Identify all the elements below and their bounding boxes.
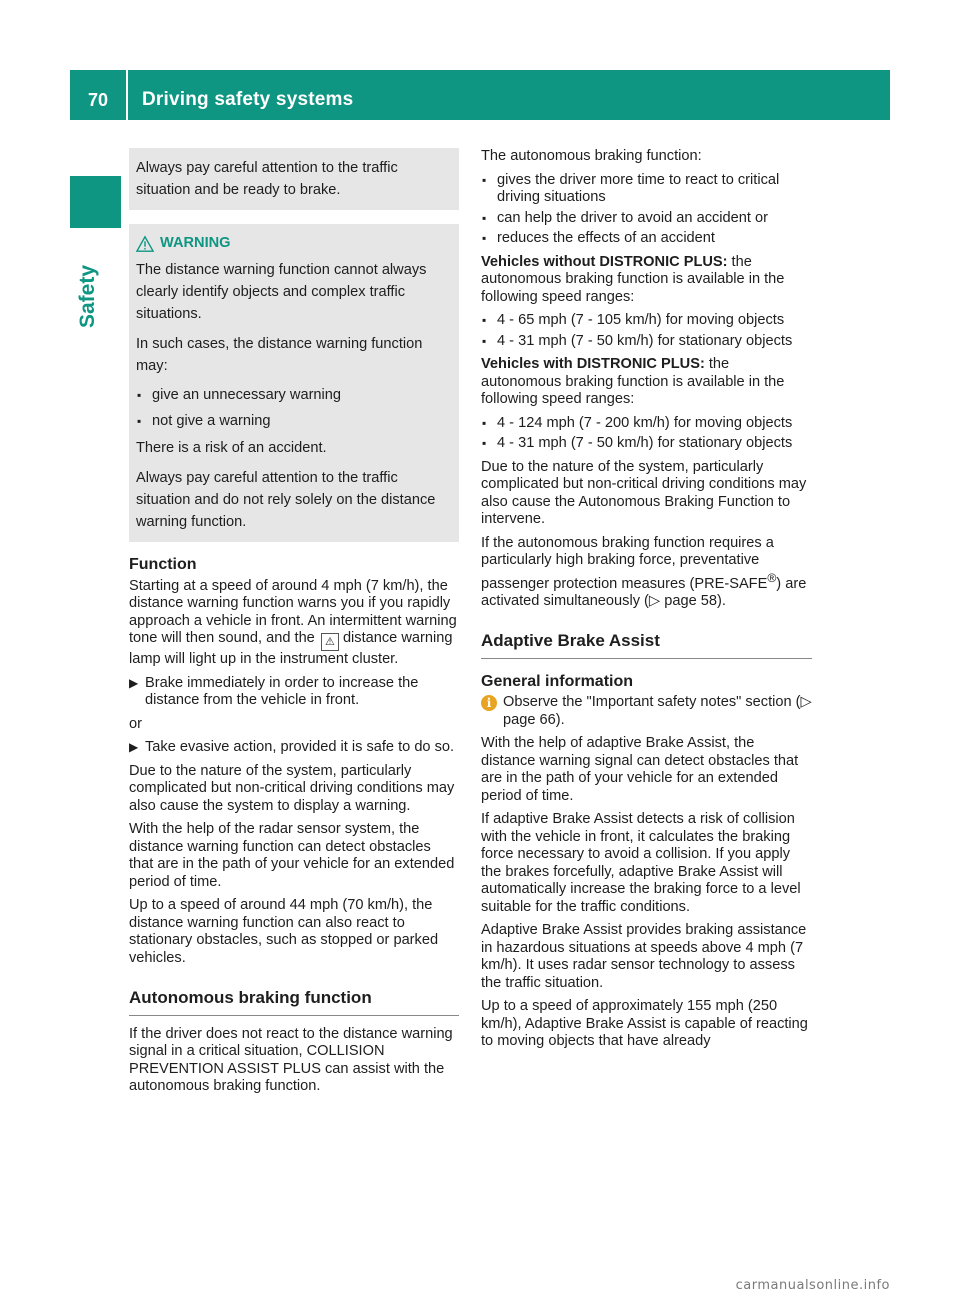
warning-box <box>129 224 459 542</box>
without-distronic-paragraph: Vehicles without DISTRONIC PLUS: the autonomous braking function is available in the following speed ranges: <box>481 253 785 305</box>
speed-paragraph: Up to a speed of around 44 mph (70 km/h), the distance warning function can also react to stationary obstacles, such as stopped or parked vehicles. <box>129 897 439 966</box>
page-ref-link[interactable]: page 66 <box>503 711 556 728</box>
header-divider <box>126 70 128 120</box>
warning-triangle-icon <box>136 235 154 253</box>
aba-paragraph-3: Adaptive Brake Assist provides braking assistance in hazardous situations at speeds above 4 mph (7 km/h). It uses radar sensor technology to assess the traffic situation. <box>481 922 807 991</box>
watermark: carmanualsonline.info <box>735 1278 890 1293</box>
list-item: ▪ 4 - 124 mph (7 - 200 km/h) for moving objects <box>482 414 793 431</box>
or-text: or <box>129 715 142 732</box>
list-item: ▪ 4 - 31 mph (7 - 50 km/h) for stationary objects <box>482 332 793 349</box>
warning-p2: In such cases, the distance warning function may: <box>136 336 423 374</box>
list-item: ▪ not give a warning <box>137 413 271 429</box>
list-item: ▪ gives the driver more time to react to critical driving situations <box>482 171 780 205</box>
without-speed-bullets <box>481 312 812 350</box>
adaptive-brake-assist-heading: Adaptive Brake Assist <box>481 632 812 659</box>
section-tab <box>70 176 121 228</box>
function-paragraph: Starting at a speed of around 4 mph (7 km/h), the distance warning function warns you if you rapidly approach a vehicle in front. An intermittent warning tone will then sound, and the ⚠ distance warning lamp will light up in the instrument cluster. <box>129 577 457 667</box>
info-note: i Observe the "Important safety notes" section (▷ page 66). <box>481 694 812 729</box>
aba-paragraph-2: If adaptive Brake Assist detects a risk of collision with the vehicle in front, it calculates the braking force necessary to avoid a collision. If you apply the brakes forcefully, adaptive Brake Assist will automatically increase the braking force to a level suitable for the traffic conditions. <box>481 811 801 915</box>
left-column <box>129 148 459 1102</box>
function-heading: Function <box>129 556 197 573</box>
aba-paragraph-4: Up to a speed of approximately 155 mph (250 km/h), Adaptive Brake Assist is capable of reacting to moving objects that have already <box>481 998 808 1050</box>
autonomous-paragraph: If the driver does not react to the distance warning signal in a critical situation, COLLISION PREVENTION ASSIST PLUS can assist with the autonomous braking function. <box>129 1025 453 1094</box>
list-item: ▪ 4 - 31 mph (7 - 50 km/h) for stationary objects <box>482 435 793 451</box>
note-box <box>129 148 459 210</box>
aba-paragraph-1: With the help of adaptive Brake Assist, the distance warning signal can detect obstacles that are in the path of your vehicle for an extended period of time. <box>481 735 799 804</box>
page-ref-arrow-icon: ▷ <box>648 592 661 609</box>
general-information-heading: General information <box>481 672 634 690</box>
page-ref-arrow-icon: ▷ <box>800 694 812 711</box>
list-item: ▪ 4 - 65 mph (7 - 105 km/h) for moving objects <box>482 312 785 328</box>
page-title: Driving safety systems <box>142 89 354 110</box>
list-item: ▪ reduces the effects of an accident <box>482 230 715 246</box>
benefit-bullets <box>481 172 812 248</box>
warning-p4: Always pay careful attention to the traffic situation and do not rely solely on the distance warning function. <box>136 470 436 530</box>
autonomous-heading: Autonomous braking function <box>129 989 459 1016</box>
page-number: 70 <box>87 90 109 110</box>
right-column <box>481 148 812 1057</box>
presafe-paragraph: If the autonomous braking function requires a particularly high braking force, preventative passenger protection measures (PRE-SAFE®) are activated simultaneously (▷ page 58). <box>481 534 807 609</box>
info-icon: i <box>481 695 497 711</box>
warning-p3: There is a risk of an accident. <box>136 440 327 456</box>
warning-p1: The distance warning function cannot always clearly identify objects and complex traffic situations. <box>136 262 427 322</box>
arrow-icon: ▶ <box>129 675 139 690</box>
list-item: ▪ give an unnecessary warning <box>137 387 342 403</box>
page-ref-link[interactable]: page 58 <box>664 592 717 609</box>
nature-paragraph: Due to the nature of the system, particularly complicated but non-critical driving conditions may also cause the system to display a warning. <box>129 762 455 814</box>
step-evasive: ▶ Take evasive action, provided it is safe to do so. <box>129 739 455 755</box>
arrow-icon: ▶ <box>129 740 139 754</box>
step-brake: ▶ Brake immediately in order to increase the distance from the vehicle in front. <box>129 674 419 708</box>
section-label: Safety <box>76 264 99 328</box>
list-item: ▪ can help the driver to avoid an accident or <box>482 209 768 226</box>
distance-warning-lamp-icon: ⚠ <box>321 633 339 651</box>
with-speed-bullets <box>481 415 812 453</box>
nature-paragraph: Due to the nature of the system, particularly complicated but non-critical driving conditions may also cause the Autonomous Braking Function to intervene. <box>481 458 807 527</box>
warning-bullets <box>136 385 452 431</box>
with-distronic-paragraph: Vehicles with DISTRONIC PLUS: the autonomous braking function is available in the following speed ranges: <box>481 356 785 407</box>
note-text: Always pay careful attention to the traffic situation and be ready to brake. <box>136 160 398 198</box>
intro-text: The autonomous braking function: <box>481 148 702 164</box>
warning-header <box>136 235 452 253</box>
warning-label: WARNING <box>160 235 231 252</box>
radar-paragraph: With the help of the radar sensor system, the distance warning function can detect obstacles that are in the path of your vehicle for an extended period of time. <box>129 821 455 890</box>
